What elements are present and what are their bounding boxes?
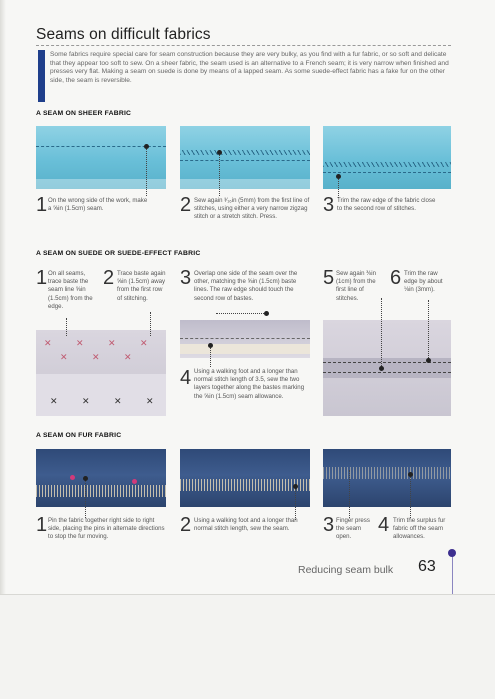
step-number: 1 (36, 267, 48, 289)
leader-dot (264, 311, 269, 316)
baste-cross: ✕ (92, 352, 100, 362)
intro-accent-bar (38, 50, 45, 102)
leader-dot (293, 484, 298, 489)
step-text: Pin the fabric together right side to right side, placing the pins in alternate directions to stop the fur moving. (48, 517, 165, 541)
leader-dot (83, 476, 88, 481)
leader-dot (208, 343, 213, 348)
suede-photo-3 (323, 320, 451, 416)
baste-cross: ✕ (44, 338, 52, 348)
step-number: 2 (180, 514, 192, 536)
overlap-band (323, 358, 451, 378)
step-text: Sew again ⅜in (1cm) from the first line of stitches. (336, 270, 376, 302)
section-heading-suede: A SEAM ON SUEDE OR SUEDE-EFFECT FABRIC (36, 250, 201, 257)
pin-head-icon (448, 549, 456, 557)
section-heading-fur: A SEAM ON FUR FABRIC (36, 432, 122, 439)
step-number: 1 (36, 514, 48, 536)
leader-line (210, 345, 211, 367)
baste-cross: ✕ (50, 396, 58, 406)
step-text: Finger press the seam open. (336, 517, 370, 541)
baste-cross: ✕ (146, 396, 154, 406)
page-number: 63 (418, 558, 436, 575)
baste-cross: ✕ (60, 352, 68, 362)
step-number: 4 (378, 514, 390, 536)
leader-line (219, 152, 220, 196)
step-text: Trace baste again ⅝in (1.5cm) away from the first row of stitching. (117, 270, 166, 302)
baste-cross: ✕ (82, 396, 90, 406)
leader-line (146, 146, 147, 196)
step-number: 2 (180, 194, 192, 216)
step-text: Using a walking foot and a longer than normal stitch length of 3.5, sew the two layers together along the bastes marking the ⅝in (1.5cm) seam allowance. (194, 368, 305, 400)
fur-photo-3 (323, 449, 451, 507)
leader-line (410, 474, 411, 518)
fur-photo-1 (36, 449, 166, 507)
leader-line (66, 318, 67, 336)
baste-cross: ✕ (108, 338, 116, 348)
leader-line (381, 298, 382, 368)
fur-fringe (323, 467, 451, 479)
step-number: 1 (36, 194, 48, 216)
baste-cross: ✕ (76, 338, 84, 348)
baste-line (180, 338, 310, 339)
fur-fringe (180, 479, 310, 491)
raw-edge (180, 344, 310, 354)
seam-stitch-line (323, 362, 451, 363)
pin-head (132, 479, 137, 484)
leader-dot (408, 472, 413, 477)
seam-stitch-line (180, 160, 310, 161)
step-text: On all seams, trace baste the seam line ⅝in (1.5cm) from the edge. (48, 270, 93, 310)
leader-dot (426, 358, 431, 363)
step-number: 3 (323, 514, 335, 536)
leader-line (216, 313, 266, 314)
intro-paragraph: Some fabrics require special care for seam construction because they are very bulky, as you find with a fur fabric, or so soft and delicate that they appear too soft to sew. On a sheer fabric, the seam used is an alternative to a French seam; it is very narrow when finished and presses very flat. Making a seam on suede is done by means of a lapped seam. As some suede-effect fabric has a fake fur on the other side, the seam is reversible. (50, 51, 449, 84)
step-text: Using a walking foot and a longer than normal stitch length, sew the seam. (194, 517, 298, 533)
sheer-photo-2 (180, 126, 310, 189)
zigzag-stitch-line (180, 150, 310, 155)
leader-dot (144, 144, 149, 149)
step-number: 4 (180, 367, 192, 389)
leader-line (295, 486, 296, 520)
page-spine-shadow (0, 0, 6, 594)
section-heading-sheer: A SEAM ON SHEER FABRIC (36, 110, 132, 117)
leader-dot (217, 150, 222, 155)
leader-dot (379, 366, 384, 371)
step-number: 5 (323, 267, 335, 289)
step-number: 3 (180, 267, 192, 289)
sheer-photo-3 (323, 126, 451, 189)
pin-head (70, 475, 75, 480)
title-divider (36, 45, 451, 46)
step-text: Overlap one side of the seam over the other, matching the ⅝in (1.5cm) baste lines. The raw edge should touch the second row of bastes. (194, 270, 298, 302)
step-text: Sew again ³⁄₁₆in (5mm) from the first line of stitches, using either a very narrow zigzag stitch or a stretch stitch. Press. (194, 197, 310, 221)
fur-fringe (36, 485, 166, 497)
zigzag-stitch-line (323, 162, 451, 167)
page-title: Seams on difficult fabrics (36, 26, 211, 43)
suede-photo-1 (36, 330, 166, 416)
leader-line (349, 470, 350, 518)
step-text: Trim the surplus fur fabric off the seam allowances. (393, 517, 446, 541)
leader-line (150, 312, 151, 336)
step-text: Trim the raw edge of the fabric close to the second row of stitches. (337, 197, 436, 213)
step-number: 6 (390, 267, 402, 289)
baste-cross: ✕ (140, 338, 148, 348)
baste-cross: ✕ (124, 352, 132, 362)
blank-area-below-page (0, 595, 495, 699)
suede-photo-2 (180, 320, 310, 358)
pin-needle-icon (452, 556, 453, 594)
step-number: 2 (103, 267, 115, 289)
seam-stitch-line (323, 372, 451, 373)
fabric-edge (180, 179, 310, 189)
step-text: Trim the raw edge by about ⅛in (3mm). (404, 270, 443, 294)
seam-stitch-line (323, 172, 451, 173)
baste-cross: ✕ (114, 396, 122, 406)
leader-line (85, 478, 86, 518)
step-number: 3 (323, 194, 335, 216)
suede-lower-layer (36, 374, 166, 416)
leader-line (338, 176, 339, 198)
leader-dot (336, 174, 341, 179)
step-text: On the wrong side of the work, make a ⅝in (1.5cm) seam. (48, 197, 148, 213)
leader-line (428, 300, 429, 360)
fur-photo-2 (180, 449, 310, 507)
footer-section-title: Reducing seam bulk (298, 564, 394, 576)
